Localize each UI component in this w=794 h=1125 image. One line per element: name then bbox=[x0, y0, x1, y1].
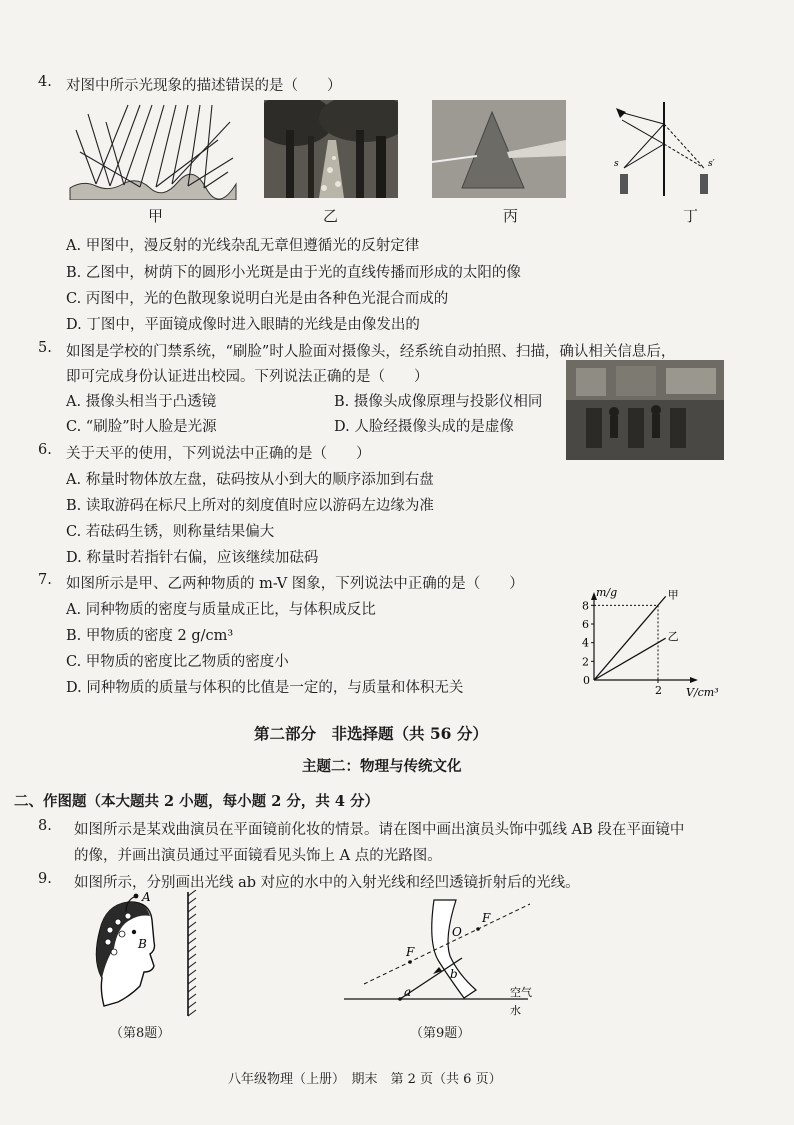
fig8-caption: （第8题） bbox=[110, 1026, 171, 1041]
q7-option-b: B. 甲物质的密度 2 g/cm³ bbox=[66, 628, 234, 644]
photo-face-gate bbox=[566, 360, 724, 460]
diagram-diffuse-reflection bbox=[68, 100, 238, 200]
fig9-label-a: a bbox=[404, 985, 412, 999]
y-tick-label-6: 6 bbox=[582, 618, 589, 631]
fig8-label-a: A bbox=[142, 890, 151, 904]
q7-option-a: A. 同种物质的密度与质量成正比，与体积成反比 bbox=[66, 602, 376, 618]
q4-option-c: C. 丙图中，光的色散现象说明白光是由各种色光混合而成的 bbox=[66, 291, 449, 307]
q7-option-d: D. 同种物质的质量与体积的比值是一定的，与质量和体积无关 bbox=[66, 680, 464, 696]
q7-stem: 如图所示是甲、乙两种物质的 m-V 图象，下列说法中正确的是（ ） bbox=[66, 576, 524, 592]
y-tick-label-8: 8 bbox=[582, 599, 589, 613]
photo-prism-dispersion bbox=[432, 100, 566, 198]
fig9-label-water: 水 bbox=[510, 1004, 521, 1017]
q5-option-a: A. 摄像头相当于凸透镜 bbox=[66, 394, 217, 410]
fig8-label-b: B bbox=[138, 937, 147, 951]
q9-number: 9. bbox=[38, 871, 52, 887]
q8-line2: 的像，并画出演员通过平面镜看见头饰上 A 点的光路图。 bbox=[74, 848, 442, 864]
diagram-plane-mirror bbox=[606, 100, 726, 200]
q6-option-c: C. 若砝码生锈，则称量结果偏大 bbox=[66, 524, 275, 540]
q5-stem-line2: 即可完成身份认证进出校园。下列说法正确的是（ ） bbox=[66, 369, 429, 385]
label-s-prime: s′ bbox=[708, 159, 715, 169]
q5-option-b: B. 摄像头成像原理与投影仪相同 bbox=[334, 394, 543, 410]
q6-option-a: A. 称量时物体放左盘，砝码按从小到大的顺序添加到右盘 bbox=[66, 472, 434, 488]
q8-line1: 如图所示是某戏曲演员在平面镜前化妆的情景。请在图中画出演员头饰中弧线 AB 段在平面镜中 bbox=[74, 822, 685, 838]
fig9-label-b: b bbox=[450, 967, 458, 981]
fig9-caption: （第9题） bbox=[410, 1026, 471, 1041]
fig9-label-f-right: F bbox=[482, 911, 491, 925]
q9-line1: 如图所示，分别画出光线 ab 对应的水中的入射光线和经凹透镜折射后的光线。 bbox=[74, 875, 580, 891]
label-s: s bbox=[614, 159, 619, 169]
caption-yi: 乙 bbox=[323, 207, 339, 225]
fig9-label-air: 空气 bbox=[510, 986, 532, 999]
series-line-jia bbox=[594, 596, 666, 680]
fig9-label-f-left: F bbox=[406, 945, 415, 959]
q6-option-d: D. 称量时若指针右偏，应该继续加砝码 bbox=[66, 550, 319, 566]
section-heading: 二、作图题（本大题共 2 小题，每小题 2 分，共 4 分） bbox=[14, 793, 380, 810]
mv-chart bbox=[568, 584, 728, 700]
q4-stem: 对图中所示光现象的描述错误的是（ ） bbox=[66, 78, 342, 94]
y-axis-label: m/g bbox=[596, 586, 618, 599]
origin-label: 0 bbox=[583, 674, 590, 687]
q5-option-c: C. “刷脸”时人脸是光源 bbox=[66, 419, 217, 435]
photo-tree-light-spots bbox=[264, 100, 398, 198]
y-tick-label-4: 4 bbox=[582, 636, 589, 650]
q4-option-b: B. 乙图中，树荫下的圆形小光斑是由于光的直线传播而形成的太阳的像 bbox=[66, 265, 521, 281]
caption-jia: 甲 bbox=[148, 207, 164, 225]
q6-stem: 关于天平的使用，下列说法中正确的是（ ） bbox=[66, 446, 371, 462]
q5-stem-line1: 如图是学校的门禁系统，“刷脸”时人脸面对摄像头，经系统自动拍照、扫描，确认相关信息后， bbox=[66, 344, 676, 360]
q6-number: 6. bbox=[38, 442, 52, 458]
caption-ding: 丁 bbox=[683, 207, 699, 225]
q4-number: 4. bbox=[38, 74, 52, 90]
q6-option-b: B. 读取游码在标尺上所对的刻度值时应以游码左边缘为准 bbox=[66, 498, 434, 514]
part2-title: 第二部分 非选择题（共 56 分） bbox=[254, 724, 488, 743]
page-footer: 八年级物理（上册） 期末 第 2 页（共 6 页） bbox=[228, 1072, 502, 1087]
x-axis-arrow bbox=[690, 677, 698, 683]
q5-option-d: D. 人脸经摄像头成的是虚像 bbox=[334, 419, 514, 435]
q7-number: 7. bbox=[38, 572, 52, 588]
part2-theme: 主题二：物理与传统文化 bbox=[302, 758, 462, 775]
fig9-label-o: O bbox=[452, 925, 462, 939]
x-tick-label-2: 2 bbox=[655, 684, 662, 697]
y-tick-label-2: 2 bbox=[582, 655, 589, 669]
x-axis-label: V/cm³ bbox=[686, 686, 719, 699]
series-label-yi: 乙 bbox=[667, 630, 679, 644]
figure-9-concave-lens bbox=[344, 898, 540, 1020]
figure-8-mirror-makeup bbox=[70, 890, 230, 1020]
q5-number: 5. bbox=[38, 340, 52, 356]
caption-bing: 丙 bbox=[503, 207, 519, 225]
q7-option-c: C. 甲物质的密度比乙物质的密度小 bbox=[66, 654, 289, 670]
q4-option-d: D. 丁图中，平面镜成像时进入眼睛的光线是由像发出的 bbox=[66, 317, 420, 333]
series-label-jia: 甲 bbox=[667, 588, 679, 602]
q8-number: 8. bbox=[38, 818, 52, 834]
q4-option-a: A. 甲图中，漫反射的光线杂乱无章但遵循光的反射定律 bbox=[66, 238, 420, 254]
series-line-yi bbox=[594, 638, 666, 680]
